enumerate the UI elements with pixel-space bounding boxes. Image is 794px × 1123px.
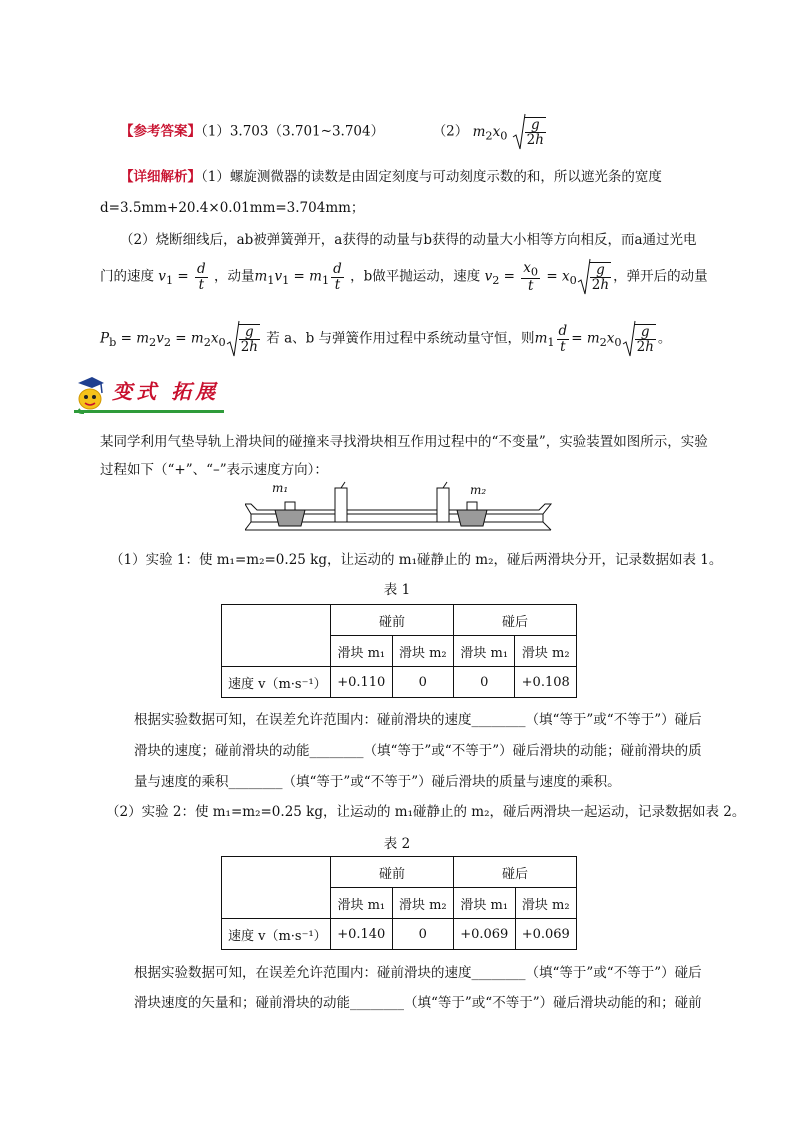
table-1 — [221, 604, 577, 698]
table-cell: +0.069 — [454, 919, 516, 950]
problem-intro-1: 某同学利用气垫导轨上滑块间的碰撞来寻找滑块相互作用过程中的“不变量”，实验装置如图所示，实验 — [100, 434, 708, 450]
label-m1: m₁ — [272, 481, 289, 495]
table-cell: +0.069 — [515, 919, 577, 950]
table-cell: 0 — [392, 919, 453, 950]
table-header-after: 碰后 — [454, 605, 577, 636]
table-row — [222, 857, 577, 888]
table-cell: 0 — [392, 667, 453, 698]
analysis-line4: 门的速度 $v_1$ = $\frac{d}{t}$ ，动量$m_1v_1 = m_1$ $\frac{d}{t}$ ，b做平抛运动，速度 $v_2$ = $\frac{x_0}{t}$ = $x_0$ $\frac{g}{2h}$ ，弹开后的动量 — [100, 259, 708, 295]
table-row-label: 速度 v（m·s⁻¹） — [222, 667, 331, 698]
answer-part2-formula: $m_2x_0$ $\frac{g}{2h}$ — [473, 124, 548, 140]
answer-part2-prefix: （2） — [432, 123, 469, 140]
table-header-before: 碰前 — [331, 605, 454, 636]
table-col: 滑块 m₁ — [454, 636, 515, 667]
table-col: 滑块 m₂ — [515, 636, 577, 667]
table-col: 滑块 m₁ — [454, 888, 516, 919]
table-header-after: 碰后 — [454, 857, 577, 888]
table1-caption: 表 1 — [383, 582, 411, 598]
table-col: 滑块 m₁ — [331, 888, 393, 919]
analysis-tag: 【详细解析】 — [120, 169, 201, 185]
experiment-2: （2）实验 2：使 m₁=m₂=0.25 kg，让运动的 m₁碰静止的 m₂，碰后两滑块一起运动，记录数据如表 2。 — [106, 804, 746, 820]
table-cell: +0.108 — [515, 667, 577, 698]
label-m2: m₂ — [470, 483, 487, 497]
mascot-icon — [72, 375, 108, 415]
table-row-label: 速度 v（m·s⁻¹） — [222, 919, 331, 950]
section-title: 变式 拓展 — [112, 379, 220, 404]
question1-line2: 滑块的速度；碰前滑块的动能________（填“等于”或“不等于”）碰后滑块的动能；碰前滑块的质 — [134, 743, 702, 759]
experiment-1: （1）实验 1：使 m₁=m₂=0.25 kg，让运动的 m₁碰静止的 m₂，碰后两滑块分开，记录数据如表 1。 — [110, 552, 723, 568]
question2-line1: 根据实验数据可知，在误差允许范围内：碰前滑块的速度________（填“等于”或“不等于”）碰后 — [134, 965, 702, 981]
analysis-line1: 【详细解析】（1）螺旋测微器的读数是由固定刻度与可动刻度示数的和，所以遮光条的宽度 — [120, 169, 662, 185]
answer-line — [120, 113, 548, 151]
analysis-line5: $P_b = m_2v_2 = m_2x_0$ $\frac{g}{2h}$ 若 a、b 与弹簧作用过程中系统动量守恒，则$m_1$ $\frac{d}{t}$ = $m_2x_0$ $\frac{g}{2h}$ 。 — [100, 320, 671, 358]
table-col: 滑块 m₂ — [392, 888, 453, 919]
question1-line1: 根据实验数据可知，在误差允许范围内：碰前滑块的速度________（填“等于”或“不等于”）碰后 — [134, 712, 702, 728]
problem-intro-2: 过程如下（“+”、“–”表示速度方向）： — [100, 462, 328, 478]
air-track-figure — [245, 478, 555, 538]
table-cell: +0.140 — [331, 919, 393, 950]
table-cell: +0.110 — [331, 667, 393, 698]
section-underline — [74, 410, 224, 413]
question2-line2: 滑块速度的矢量和；碰前滑块的动能________（填“等于”或“不等于”）碰后滑块动能的和；碰前 — [134, 995, 702, 1011]
table2-caption: 表 2 — [383, 836, 411, 852]
question1-line3: 量与速度的乘积________（填“等于”或“不等于”）碰后滑块的质量与速度的乘积。 — [134, 774, 621, 790]
table-row — [222, 667, 577, 698]
table-2 — [221, 856, 577, 950]
table-col: 滑块 m₁ — [331, 636, 393, 667]
section-banner — [72, 375, 219, 415]
table-cell: 0 — [454, 667, 515, 698]
table-row — [222, 605, 577, 636]
analysis-line2: d=3.5mm+20.4×0.01mm=3.704mm； — [100, 200, 365, 216]
analysis-line3: （2）烧断细线后，ab被弹簧弹开，a获得的动量与b获得的动量大小相等方向相反，而a通过光电 — [120, 232, 697, 248]
answer-part1: （1）3.703（3.701~3.704） — [201, 123, 385, 140]
table-header-before: 碰前 — [331, 857, 454, 888]
table-col: 滑块 m₂ — [392, 636, 453, 667]
table-row — [222, 919, 577, 950]
table-col: 滑块 m₂ — [515, 888, 577, 919]
answer-tag: 【参考答案】 — [120, 123, 201, 140]
